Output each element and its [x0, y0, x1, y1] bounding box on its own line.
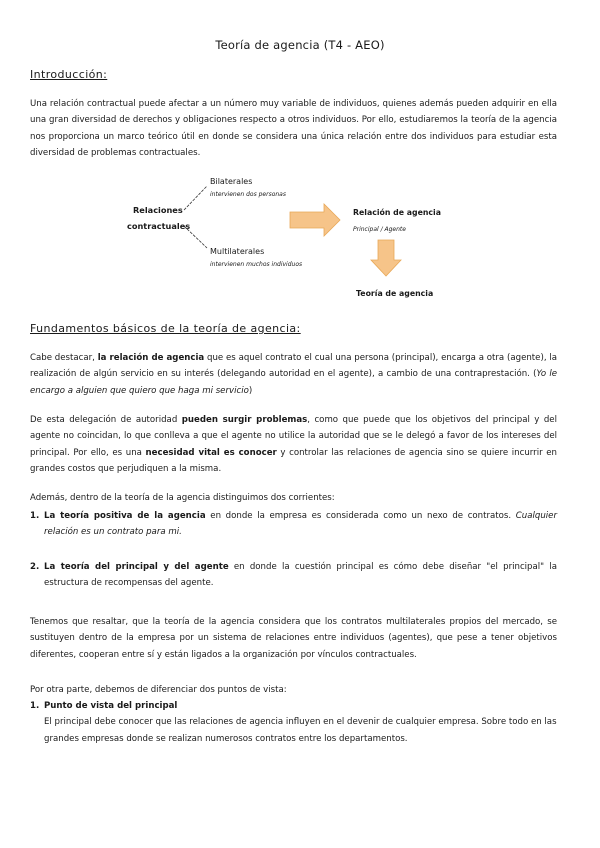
fundamentos-paragraph-1: Cabe destacar, la relación de agencia que es aquel contrato el cual una persona (principal), encarga a otra (agente), la realización de algún servicio en su interés (delegando autoridad en el agente), a cambio de una contraprestación. (Yo le encargo a alguien que quiero que haga mi servicio)	[30, 353, 557, 396]
list-item: 1. Punto de vista del principal El principal debe conocer que las relaciones de agencia influyen en el devenir de cualquier empresa. Sobre todo en las grandes empresas donde se realizan numerosos contratos entre los departamentos.	[30, 701, 557, 744]
diagram-left-label-2: contractuales	[127, 221, 191, 231]
diagram-arrow-down	[371, 240, 401, 276]
viewpoints-list	[30, 698, 557, 747]
fundamentos-heading: Fundamentos básicos de la teoría de agencia:	[30, 322, 301, 335]
fundamentos-paragraph-4: Tenemos que resaltar, que la teoría de la agencia considera que los contratos multilaterales propios del mercado, se sustituyen dentro de la empresa por un sistema de relaciones entre individuos (agentes), que pese a tener objetivos diferentes, cooperan entre sí y están ligados a la organización por vínculos contractuales.	[30, 617, 557, 660]
intro-paragraph: Una relación contractual puede afectar a un número muy variable de individuos, quienes además pueden adquirir en ella una gran diversidad de derechos y obligaciones respecto a otros individuos. Por ello, estudiaremos la teoría de la agencia nos proporciona un marco teórico útil en donde se considera una única relación entre dos individuos para estudiar esta diversidad de problemas contractuales.	[30, 99, 557, 159]
fundamentos-paragraph-5: Por otra parte, debemos de diferenciar dos puntos de vista:	[30, 685, 287, 695]
fundamentos-paragraph-3: Además, dentro de la teoría de la agencia distinguimos dos corrientes:	[30, 493, 335, 503]
diagram-bottom-branch-sub: intervienen muchos individuos	[210, 261, 303, 268]
intro-heading: Introducción:	[30, 68, 108, 81]
page-title: Teoría de agencia (T4 - AEO)	[215, 38, 385, 52]
diagram-final-label: Teoría de agencia	[356, 289, 434, 298]
diagram-branch-up	[184, 186, 207, 210]
diagram-branch-down	[184, 226, 207, 248]
diagram-result-title: Relación de agencia	[353, 208, 441, 217]
diagram-top-branch-sub: intervienen dos personas	[210, 191, 286, 198]
fundamentos-paragraph-2: De esta delegación de autoridad pueden surgir problemas, como que puede que los objetivos del principal y del agente no coincidan, lo que conlleva a que el agente no utilice la autoridad que se le delegó a favor de los intereses del principal. Por ello, es una necesidad vital es conocer y controlar las relaciones de agencia sino se quiere incurrir en grandes costos que perjudiquen a la misma.	[30, 415, 557, 475]
diagram-top-branch-title: Bilaterales	[210, 177, 253, 186]
list-item: 2. La teoría del principal y del agente en donde la cuestión principal es cómo debe diseñar "el principal" la estructura de recompensas del agente.	[30, 561, 557, 589]
contract-relations-diagram	[0, 168, 600, 308]
diagram-arrow-right	[290, 204, 340, 236]
diagram-left-label-1: Relaciones	[133, 205, 183, 215]
diagram-result-sub: Principal / Agente	[353, 226, 406, 233]
diagram-bottom-branch-title: Multilaterales	[210, 247, 265, 256]
list-item: 1. La teoría positiva de la agencia en donde la empresa es considerada como un nexo de contratos. Cualquier relación es un contrato para mi.	[30, 511, 557, 538]
currents-list	[30, 508, 557, 592]
